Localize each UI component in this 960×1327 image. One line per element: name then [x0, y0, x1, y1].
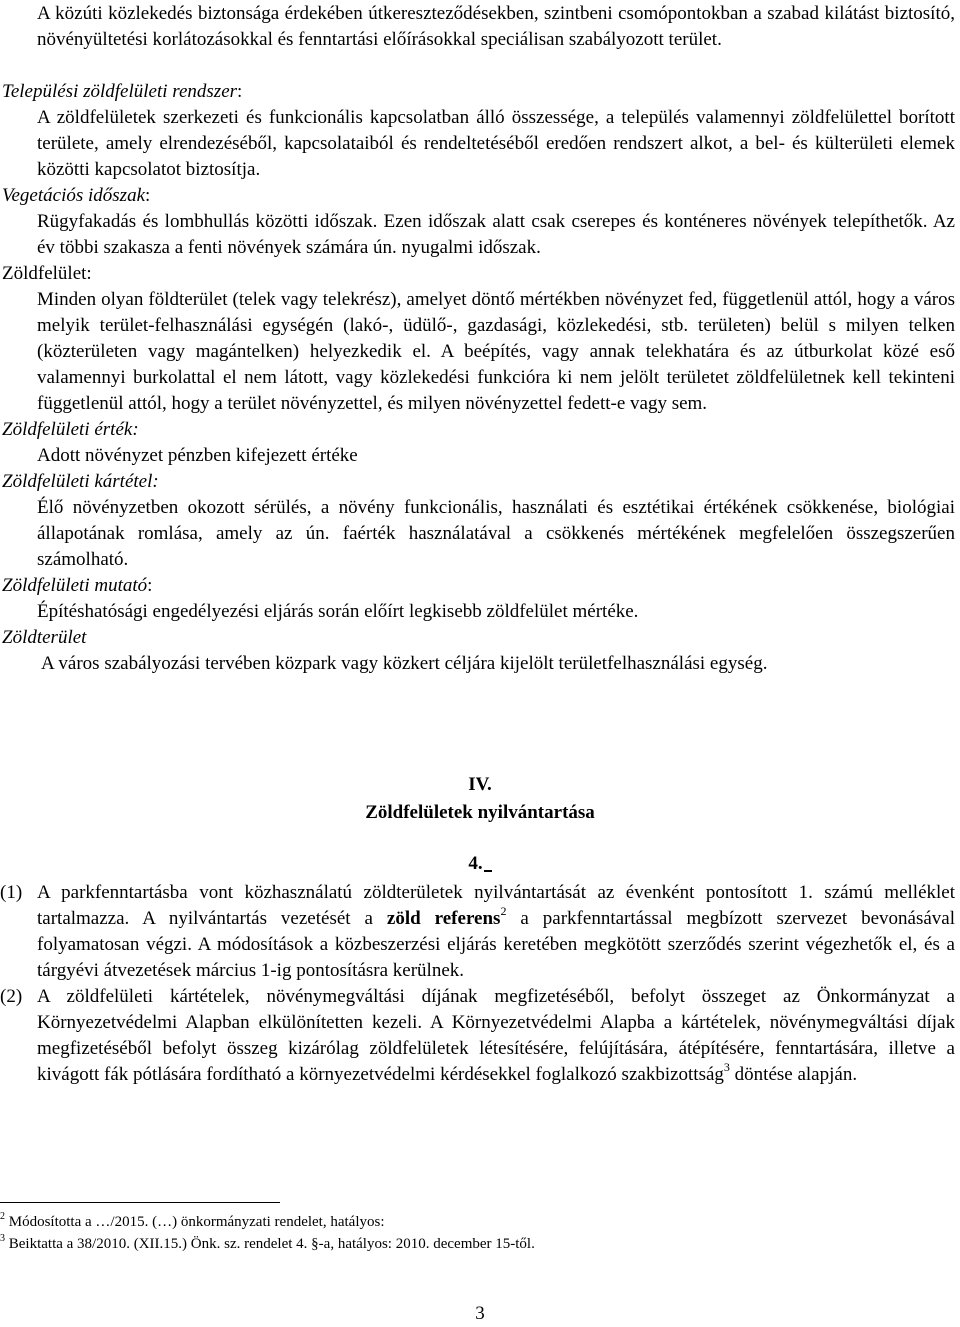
term-telepulesi-zoldfeluleti-rendszer: Települési zöldfelületi rendszer:: [2, 81, 243, 102]
intro-paragraph: A közúti közlekedés biztonsága érdekében útkereszteződésekben, szintbeni csomópontokban a szabad kilátást biztosító, növényültetési korlátozásokkal és fenntartási előírásokkal speciálisan szabályozott terület.: [37, 3, 955, 50]
section-number: 4.: [0, 851, 960, 877]
footnote-divider: [0, 1202, 280, 1203]
term-vegetacios-idoszak: Vegetációs időszak:: [2, 185, 151, 206]
definition-zoldfeluleti-ertek: Adott növényzet pénzben kifejezett értéke: [37, 445, 358, 466]
term-zoldfelulet: Zöldfelület:: [2, 263, 92, 284]
definition-vegetacios-idoszak: Rügyfakadás és lombhullás közötti időszak. Ezen időszak alatt csak cserepes és konténeres növények telepíthetők. Az év többi szakasza a fenti növények számára ún. nyugalmi időszak.: [37, 211, 955, 258]
term-zoldfeluleti-kartetel: Zöldfelületi kártétel:: [2, 471, 159, 492]
definition-zoldfeluleti-mutato: Építéshatósági engedélyezési eljárás során előírt legkisebb zöldfelület mértéke.: [37, 601, 639, 622]
footnote-ref-2[interactable]: 2: [500, 903, 507, 918]
paragraph-number: (2): [0, 986, 23, 1007]
term-zoldterulet: Zöldterület: [2, 627, 87, 648]
chapter-number: IV.: [468, 774, 492, 795]
chapter-title: Zöldfelületek nyilvántartása: [365, 802, 595, 823]
footnote-2: $^2$ Módosította a …/2015. (…) önkormányzati rendelet, hatályos:: [0, 1211, 385, 1230]
paragraph-1: (1) A parkfenntartásba vont közhasználatú zöldterületek nyilvántartását az évenként pontosított 1. számú melléklet tartalmazza. A nyilvántartás vezetését a zöld referens$^2$ a parkfenntartással megbízott szervezet bevonásával folyamatosan végzi. A módosítások a közbeszerzési eljárás keretében megkötött szerződés szerint végezhetők el, és a tárgyévi átvezetések március 1-ig pontosításra kerülnek.: [0, 880, 955, 984]
paragraph-2: (2) A zöldfelületi kártételek, növénymegváltási díjának megfizetéséből, befolyt összeget az Önkormányzat a Környezetvédelmi Alapban elkülönítetten kezeli. A Környezetvédelmi Alapba a kártételek, növénymegváltási díjak megfizetéséből befolyt összeg kizárólag zöldfelületek létesítésére, felújítására, átépítésére, fenntartására, illetve a kivágott fák pótlására fordítható a környezetvédelmi kérdésekkel foglalkozó szakbizottság$^3$ döntése alapján.: [0, 984, 955, 1088]
paragraph-number: (1): [0, 882, 23, 903]
definition-zoldfeluleti-kartetel: Élő növényzetben okozott sérülés, a növény funkcionális, használati és esztétikai értékének csökkenése, biológiai állapotának romlása, amely az ún. faérték használatával a csökkenés mértékének megfelelően összegszerűen számolható.: [37, 497, 955, 570]
term-zoldfeluleti-mutato: Zöldfelületi mutató:: [2, 575, 153, 596]
definition-zoldterulet: A város szabályozási tervében közpark vagy közkert céljára kijelölt területfelhasználási egység.: [41, 653, 768, 674]
footnote-ref-3[interactable]: 3: [723, 1059, 730, 1074]
definition-telepulesi-zoldfeluleti-rendszer: A zöldfelületek szerkezeti és funkcionális kapcsolatban álló összessége, a település valamennyi zöldfelülettel borított területe, amely elrendezéséből, kapcsolataiból és rendeltetéséből eredően rendszert alkot, a bel- és külterületi elemek közötti kapcsolatot biztosítja.: [37, 107, 955, 180]
zold-referens: zöld referens: [386, 908, 501, 929]
term-zoldfeluleti-ertek: Zöldfelületi érték:: [2, 419, 139, 440]
page-number: 3: [475, 1303, 485, 1324]
definition-zoldfelulet: Minden olyan földterület (telek vagy telekrész), amelyet döntő mértékben növényzet fed, függetlenül attól, hogy a város melyik terület-felhasználási egységén (lakó-, üdülő-, gazdasági, közlekedési, stb. területen) belül s milyen telken (közterületen vagy magántelken) helyezkedik el. A beépítés, vagy annak telekhatára és az útburkolat közé eső valamennyi burkolattal el nem látott, vagy közlekedési funkcióra ki nem jelölt területet zöldfelületnek kell tekinteni függetlenül attól, hogy a terület növényzettel, és milyen növényzettel fedett-e vagy sem.: [37, 289, 955, 414]
footnote-3: $^3$ Beiktatta a 38/2010. (XII.15.) Önk. sz. rendelet 4. §-a, hatályos: 2010. december 15-től.: [0, 1233, 535, 1252]
